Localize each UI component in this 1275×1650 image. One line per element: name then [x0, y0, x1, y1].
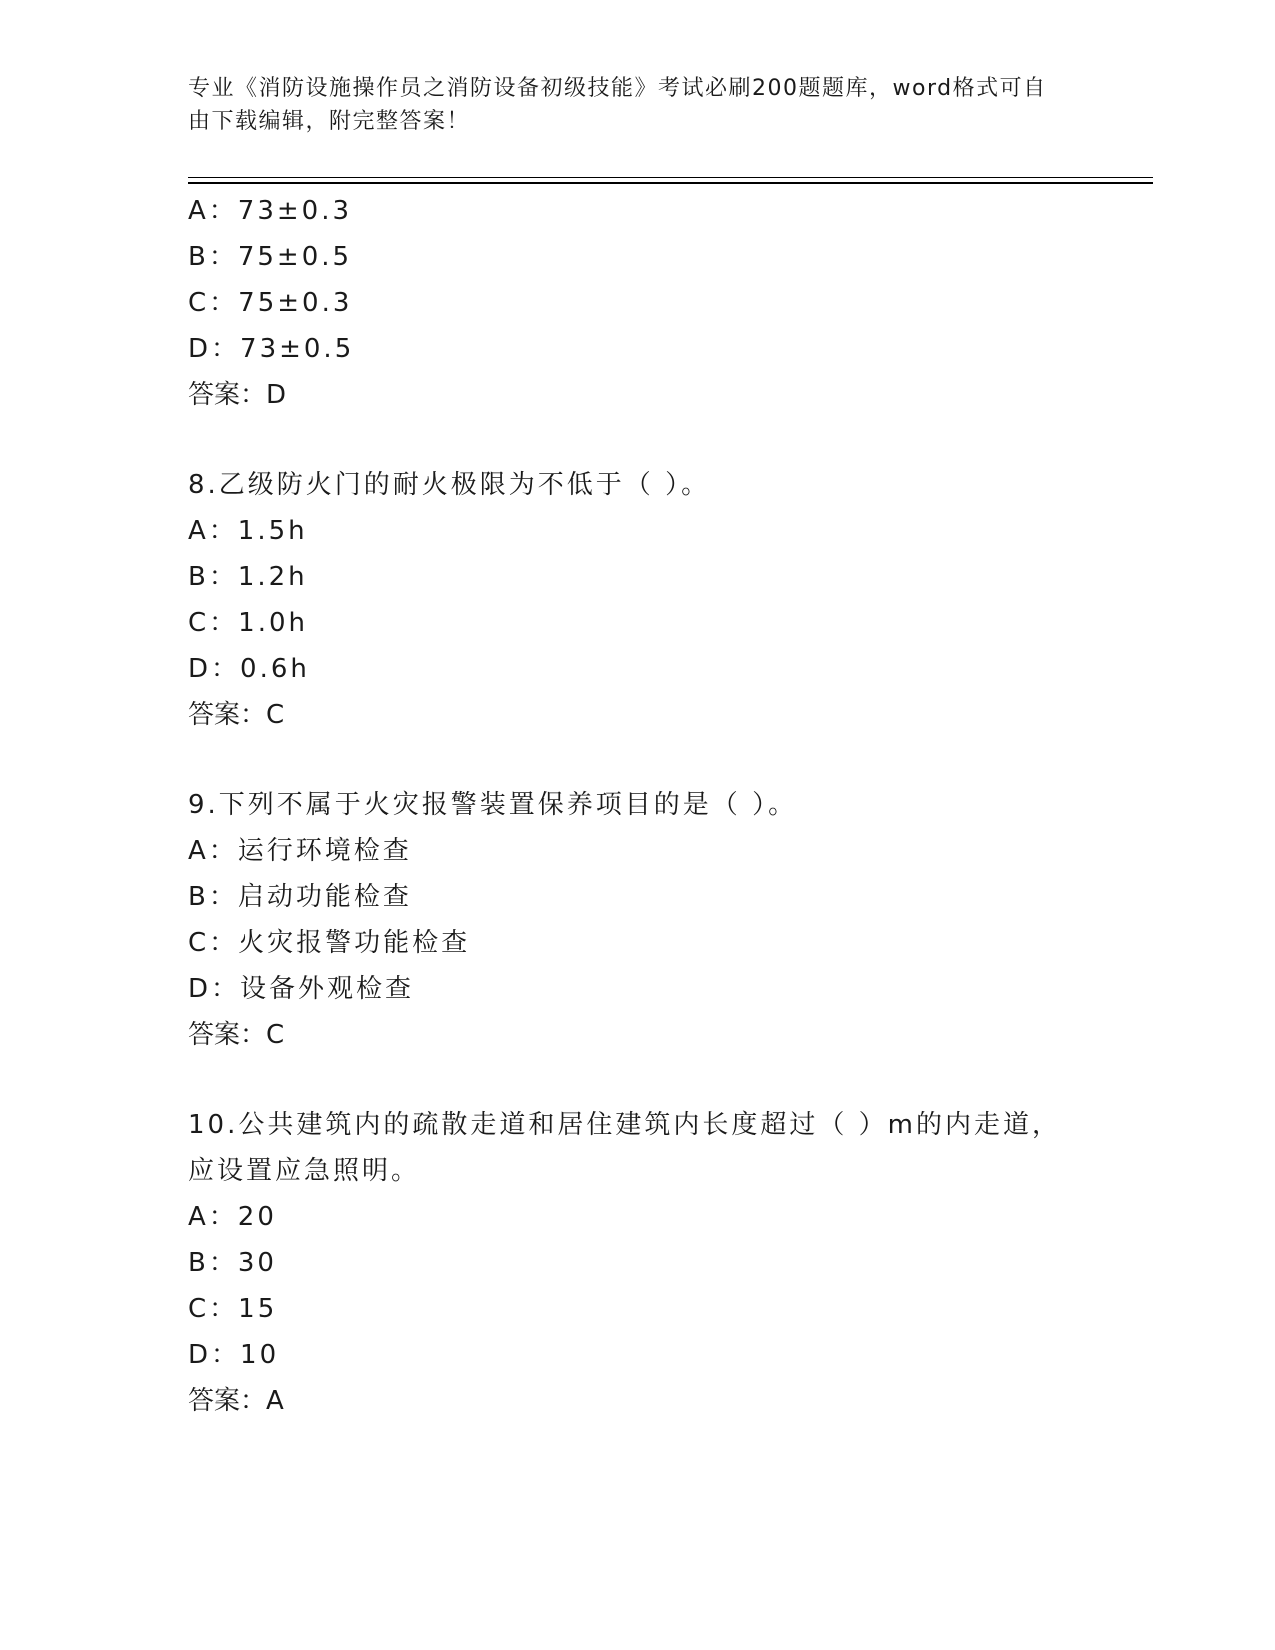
question-text: 8.乙级防火门的耐火极限为不低于（ ）。 — [188, 470, 711, 500]
question-text: 9.下列不属于火灾报警装置保养项目的是（ ）。 — [188, 790, 798, 820]
option-a: A：1.5h — [188, 516, 308, 546]
option-c: C：火灾报警功能检查 — [188, 928, 471, 958]
document-header: 专业《消防设施操作员之消防设备初级技能》考试必刷200题题库，word格式可自由下载编辑，附完整答案！ — [188, 76, 1047, 134]
option-a: A：运行环境检查 — [188, 836, 412, 866]
option-d: D：73±0.5 — [188, 334, 355, 364]
question-block-10 — [188, 1102, 1088, 1424]
option-c: C：75±0.3 — [188, 288, 353, 318]
answer-line: 答案：D — [188, 380, 287, 410]
question-block-8 — [188, 462, 1088, 738]
header-divider-thin — [188, 177, 1153, 178]
option-c: C：1.0h — [188, 608, 308, 638]
question-text: 10.公共建筑内的疏散走道和居住建筑内长度超过（ ）m的内走道，应设置应急照明。 — [188, 1110, 1061, 1186]
question-block-9 — [188, 782, 1088, 1058]
option-a: A：73±0.3 — [188, 196, 353, 226]
option-b: B：75±0.5 — [188, 242, 353, 272]
option-b: B：30 — [188, 1248, 277, 1278]
option-d: D：0.6h — [188, 654, 310, 684]
option-c: C：15 — [188, 1294, 278, 1324]
option-d: D：设备外观检查 — [188, 974, 415, 1004]
question-block-7 — [188, 188, 1088, 418]
answer-line: 答案：C — [188, 1020, 285, 1050]
question-list — [188, 188, 1088, 1424]
answer-line: 答案：C — [188, 700, 285, 730]
header-divider-thick — [188, 182, 1153, 184]
option-b: B：1.2h — [188, 562, 308, 592]
option-a: A：20 — [188, 1202, 277, 1232]
option-b: B：启动功能检查 — [188, 882, 412, 912]
answer-line: 答案：A — [188, 1386, 284, 1416]
option-d: D：10 — [188, 1340, 280, 1370]
